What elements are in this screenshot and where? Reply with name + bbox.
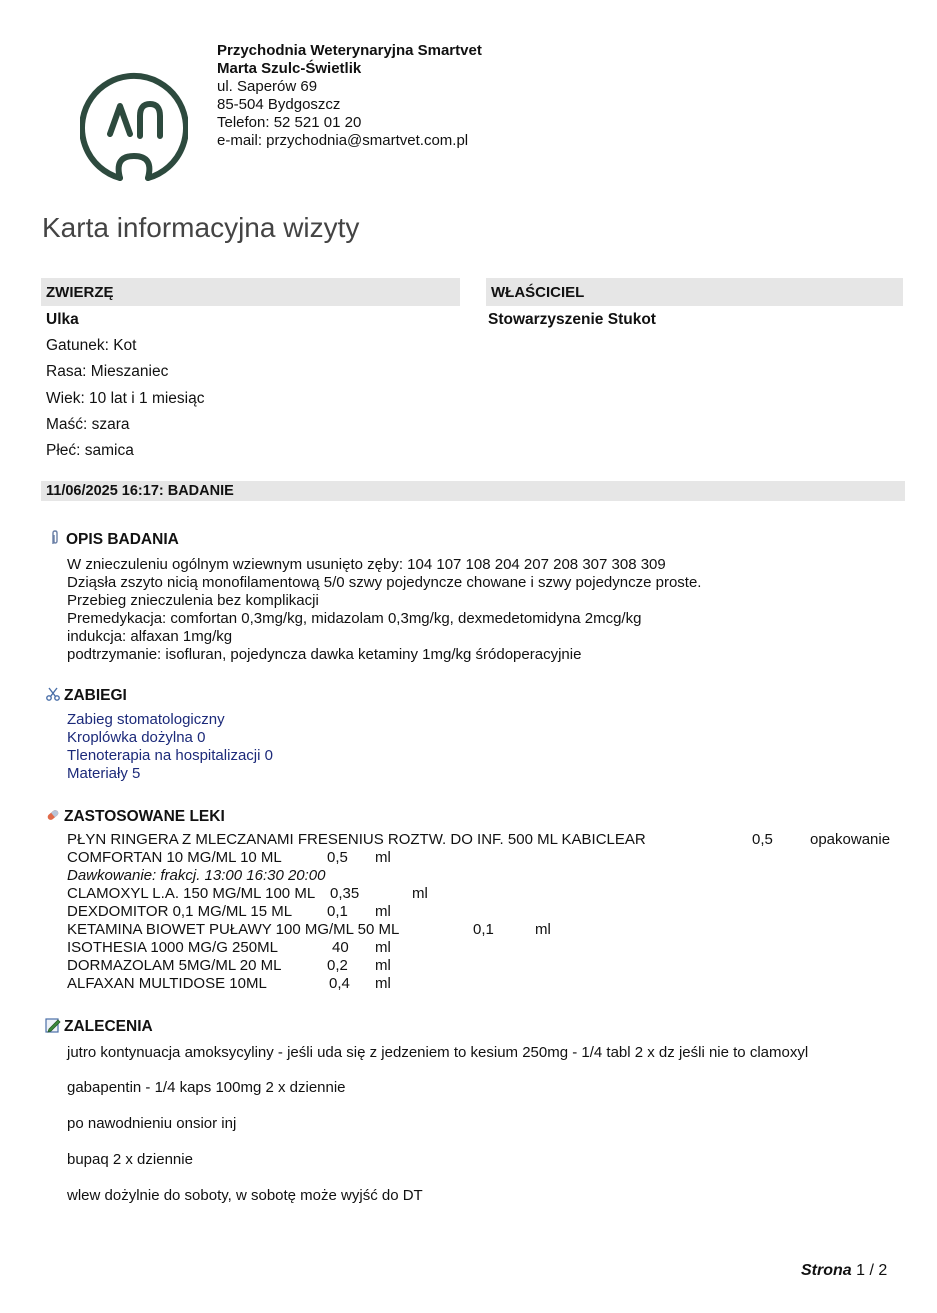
clinic-name: Przychodnia Weterynaryjna Smartvet xyxy=(217,42,482,59)
procedure-item: Kroplówka dożylna 0 xyxy=(67,729,206,746)
animal-header: ZWIERZĘ xyxy=(41,278,460,306)
page-total: / 2 xyxy=(865,1262,888,1279)
visit-header: 11/06/2025 16:17: BADANIE xyxy=(41,481,905,501)
notepad-icon xyxy=(45,1017,61,1033)
recommendation-item: po nawodnieniu onsior inj xyxy=(67,1115,237,1132)
page-current: 1 xyxy=(856,1262,866,1279)
med-unit: ml xyxy=(412,885,428,902)
med-note: Dawkowanie: frakcj. 13:00 16:30 20:00 xyxy=(67,867,326,884)
recommendations-section-title xyxy=(45,1017,153,1036)
exam-line: Premedykacja: comfortan 0,3mg/kg, midazolam 0,3mg/kg, dexmedetomidyna 2mcg/kg xyxy=(67,610,642,627)
procedure-item: Materiały 5 xyxy=(67,765,141,782)
med-name: KETAMINA BIOWET PUŁAWY 100 MG/ML 50 ML xyxy=(67,921,400,938)
paperclip-icon xyxy=(47,530,63,546)
animal-color: Maść: szara xyxy=(46,416,130,433)
exam-description xyxy=(67,556,701,664)
scissors-icon xyxy=(45,686,61,702)
med-name: COMFORTAN 10 MG/ML 10 ML xyxy=(67,849,282,866)
med-unit: opakowanie xyxy=(810,831,891,848)
owner-name: Stowarzyszenie Stukot xyxy=(488,311,656,328)
exam-line: Dziąsła zszyto nicią monofilamentową 5/0 szwy pojedyncze chowane i szwy pojedyncze proste. xyxy=(67,574,702,591)
procedures-list xyxy=(67,711,273,783)
exam-title-text: OPIS BADANIA xyxy=(66,531,179,548)
recommendation-item: bupaq 2 x dziennie xyxy=(67,1151,193,1168)
med-name: ISOTHESIA 1000 MG/G 250ML xyxy=(67,939,278,956)
animal-sex: Płeć: samica xyxy=(46,442,134,459)
procedures-section-title xyxy=(45,686,127,705)
recommendation-item: jutro kontynuacja amoksycyliny - jeśli uda się z jedzeniem to kesium 250mg - 1/4 tabl 2 x dz jeśli nie to clamoxyl xyxy=(67,1044,809,1061)
pill-icon xyxy=(45,807,61,823)
clinic-street: ul. Saperów 69 xyxy=(217,78,318,95)
exam-line: Przebieg znieczulenia bez komplikacji xyxy=(67,592,319,609)
recommendation-item: wlew dożylnie do soboty, w sobotę może wyjść do DT xyxy=(67,1187,423,1204)
med-qty: 0,4 xyxy=(329,975,350,992)
meds-list xyxy=(67,831,907,1001)
med-unit: ml xyxy=(375,975,391,992)
med-qty: 0,5 xyxy=(752,831,773,848)
clinic-owner: Marta Szulc-Świetlik xyxy=(217,60,362,77)
med-unit: ml xyxy=(535,921,551,938)
clinic-city: 85-504 Bydgoszcz xyxy=(217,96,341,113)
exam-section-title xyxy=(47,530,179,549)
document-title: Karta informacyjna wizyty xyxy=(42,212,360,243)
meds-title-text: ZASTOSOWANE LEKI xyxy=(64,808,225,825)
med-name: ALFAXAN MULTIDOSE 10ML xyxy=(67,975,267,992)
procedures-title-text: ZABIEGI xyxy=(64,687,127,704)
clinic-email: e-mail: przychodnia@smartvet.com.pl xyxy=(217,132,469,149)
exam-line: indukcja: alfaxan 1mg/kg xyxy=(67,628,233,645)
recommendations-title-text: ZALECENIA xyxy=(64,1018,153,1035)
med-unit: ml xyxy=(375,849,391,866)
recommendation-item: gabapentin - 1/4 kaps 100mg 2 x dziennie xyxy=(67,1079,346,1096)
procedure-item: Zabieg stomatologiczny xyxy=(67,711,225,728)
owner-header: WŁAŚCICIEL xyxy=(486,278,903,306)
animal-breed: Rasa: Mieszaniec xyxy=(46,363,169,380)
animal-species: Gatunek: Kot xyxy=(46,337,137,354)
page-label: Strona xyxy=(801,1262,852,1279)
med-unit: ml xyxy=(375,939,391,956)
procedure-item: Tlenoterapia na hospitalizacji 0 xyxy=(67,747,273,764)
med-name: PŁYN RINGERA Z MLECZANAMI FRESENIUS ROZTW. DO INF. 500 ML KABICLEAR xyxy=(67,831,646,848)
med-qty: 0,2 xyxy=(327,957,348,974)
med-name: DEXDOMITOR 0,1 MG/ML 15 ML xyxy=(67,903,293,920)
exam-line: W znieczuleniu ogólnym wziewnym usunięto zęby: 104 107 108 204 207 208 307 308 309 xyxy=(67,556,666,573)
exam-line: podtrzymanie: isofluran, pojedyncza dawka ketaminy 1mg/kg śródoperacyjnie xyxy=(67,646,582,663)
meds-section-title xyxy=(45,807,225,826)
clinic-info xyxy=(217,42,482,150)
med-qty: 40 xyxy=(332,939,349,956)
med-name: CLAMOXYL L.A. 150 MG/ML 100 ML xyxy=(67,885,316,902)
page-number xyxy=(801,1262,887,1280)
med-name: DORMAZOLAM 5MG/ML 20 ML xyxy=(67,957,282,974)
med-qty: 0,1 xyxy=(473,921,494,938)
med-qty: 0,35 xyxy=(330,885,360,902)
animal-name: Ulka xyxy=(46,311,79,328)
med-unit: ml xyxy=(375,903,391,920)
animal-age: Wiek: 10 lat i 1 miesiąc xyxy=(46,390,205,407)
med-qty: 0,5 xyxy=(327,849,348,866)
med-unit: ml xyxy=(375,957,391,974)
med-qty: 0,1 xyxy=(327,903,348,920)
clinic-logo xyxy=(80,66,188,186)
clinic-phone: Telefon: 52 521 01 20 xyxy=(217,114,362,131)
